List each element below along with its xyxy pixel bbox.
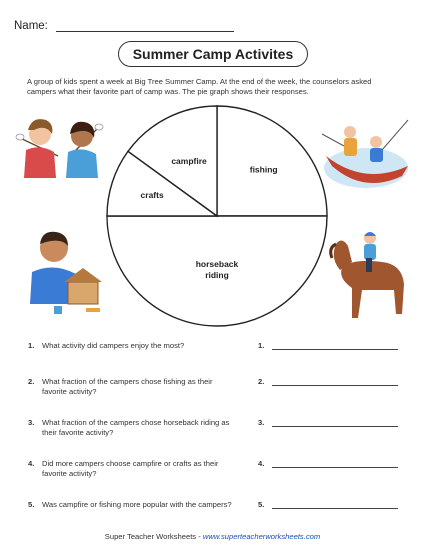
answer-number: 5.: [258, 500, 265, 509]
question-text: What fraction of the campers chose fishing as their favorite activity?: [42, 377, 213, 396]
footer-separator: -: [196, 532, 203, 541]
answer-number: 2.: [258, 377, 265, 386]
answer-number: 4.: [258, 459, 265, 468]
name-label: Name:: [14, 20, 48, 32]
question-text: Did more campers choose campfire or crafts as their favorite activity?: [42, 459, 219, 478]
pie-label-fishing: fishing: [249, 164, 278, 175]
question-number: 3.: [28, 418, 35, 427]
question-text: What fraction of the campers chose horseback riding as their favorite activity?: [42, 418, 230, 437]
intro-text: A group of kids spent a week at Big Tree Summer Camp. At the end of the week, the counselors asked campers what their favorite part of camp was. The pie graph shows their responses.: [27, 77, 372, 96]
question-number: 4.: [28, 459, 35, 468]
answer-number: 3.: [258, 418, 265, 427]
question-text: Was campfire or fishing more popular with the campers?: [42, 500, 232, 509]
answer-line-3[interactable]: [272, 426, 398, 427]
question-number: 1.: [28, 341, 35, 350]
answer-line-2[interactable]: [272, 385, 398, 386]
answer-number: 1.: [258, 341, 265, 350]
pie-label-campfire: campfire: [171, 156, 207, 167]
pie-label-horseback-riding: horseback riding: [195, 258, 239, 280]
pie-chart: [105, 104, 329, 328]
question-number: 5.: [28, 500, 35, 509]
answer-line-4[interactable]: [272, 467, 398, 468]
canoe-fishing-icon: [318, 106, 412, 198]
worksheet-title: [118, 41, 308, 67]
footer-url[interactable]: www.superteacherworksheets.com: [202, 532, 321, 541]
question-number: 2.: [28, 377, 35, 386]
name-field[interactable]: [56, 31, 234, 32]
answer-line-5[interactable]: [272, 508, 398, 509]
pie-slice-fishing: [217, 106, 327, 216]
pie-label-crafts: crafts: [140, 189, 164, 200]
question-text: What activity did campers enjoy the most?: [42, 341, 185, 350]
horse-rider-icon: [322, 228, 414, 324]
title-text: Summer Camp Activites: [132, 46, 294, 62]
crafts-boy-icon: [24, 224, 106, 320]
answer-line-1[interactable]: [272, 349, 398, 350]
footer: [0, 532, 425, 541]
marshmallow-kids-icon: [10, 108, 110, 186]
footer-brand: Super Teacher Worksheets: [104, 532, 197, 541]
